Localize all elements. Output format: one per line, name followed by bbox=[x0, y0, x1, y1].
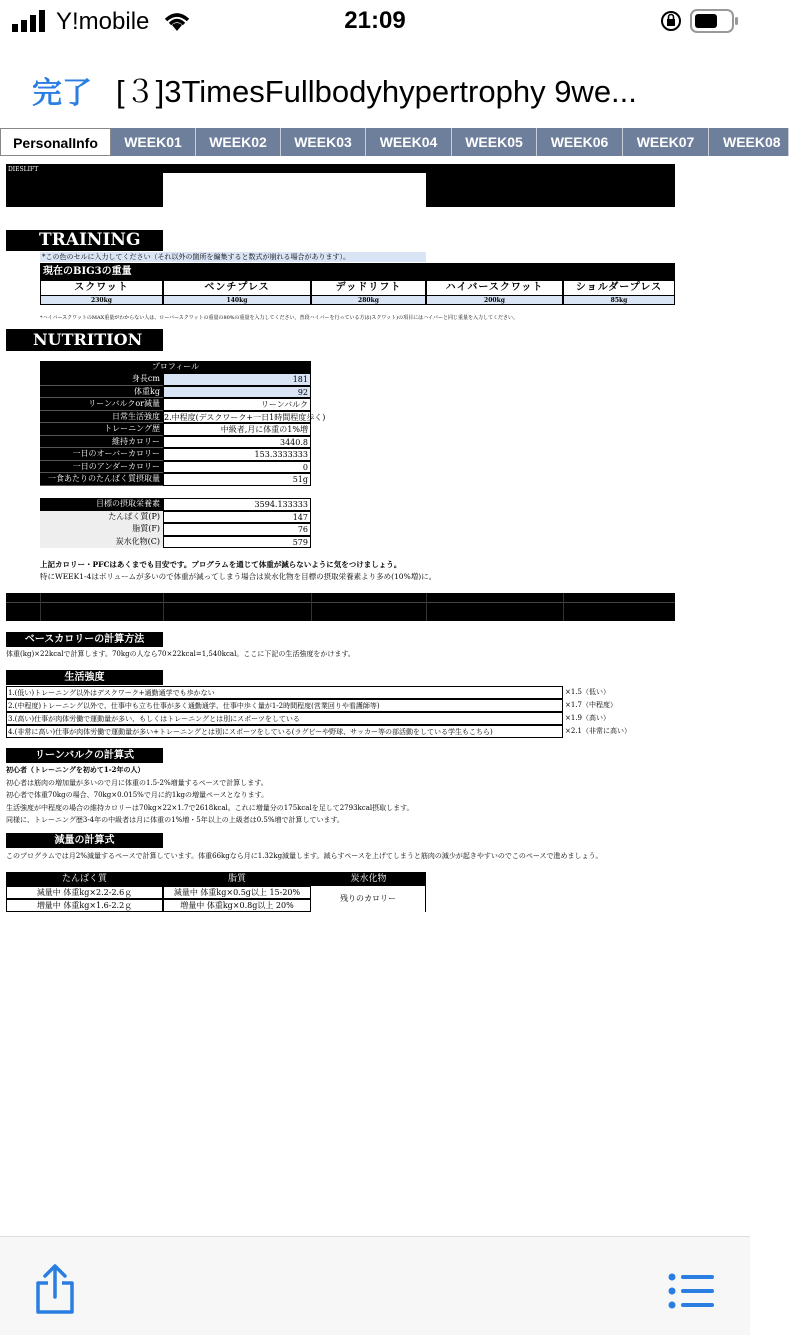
target-value: 3594.133333 bbox=[163, 498, 311, 511]
profile-label: 維持カロリー bbox=[40, 436, 163, 449]
lift-value: 230kg bbox=[40, 296, 163, 305]
base-calorie-heading: ベースカロリーの計算方法 bbox=[6, 632, 163, 647]
lift-value: 85kg bbox=[563, 296, 675, 305]
profile-label: 一食あたりのたんぱく質摂取量 bbox=[40, 473, 163, 486]
base-calorie-text: 体重(kg)×22kcalで計算します。70kgの人なら70×22kcal=1,540kcal。ここに下記の生活強度をかけます。 bbox=[6, 650, 355, 658]
profile-title: プロフィール bbox=[40, 361, 311, 373]
lift-name: ベンチプレス bbox=[163, 280, 311, 296]
profile-value: 3440.8 bbox=[163, 436, 311, 449]
lift-value: 200kg bbox=[426, 296, 563, 305]
profile-value: 2.中程度(デスクワーク+一日1時間程度歩く) bbox=[164, 412, 326, 422]
nutrition-note-2: 特にWEEK1-4はボリュームが多いので体重が減ってしまう場合は炭水化物を目標の摂取栄養素より多め(10%増)に。 bbox=[40, 572, 437, 581]
battery-icon bbox=[690, 8, 740, 34]
training-input-note: *この色のセルに入力してください（それ以外の箇所を編集すると数式が崩れる場合があります）。 bbox=[40, 252, 426, 262]
header-bar bbox=[163, 164, 675, 173]
lean-bulk-line: 初心者（トレーニングを初めて1-2年の人） bbox=[6, 765, 145, 774]
lean-bulk-line: 初心者で体重70kgの場合、70kg×0.015%で月に約1kgの増量ペースとなります。 bbox=[6, 791, 269, 799]
big3-title: 現在のBIG3の重量 bbox=[40, 263, 675, 280]
profile-label: 身長cm bbox=[40, 373, 163, 386]
profile-label: 一日のアンダーカロリー bbox=[40, 461, 163, 474]
profile-value: 153.3333333 bbox=[163, 448, 311, 461]
macro-carb-note: 残りのカロリー bbox=[311, 886, 426, 912]
training-footnote: *ハイバースクワットのMAX重量がわからない人は、ローバースクワットの重量の80%の重量を入力してください。普段ハイバーを行っている方は(スクワット)の項目にはハイバーと同じ重量を入力してください。 bbox=[40, 315, 519, 321]
intensity-row: 4.(非常に高い)仕事が肉体労働で運動量が多い+トレーニングとは別にスポーツをしている(ラグビーや野球、サッカー等の部活動をしている学生もこちら) bbox=[6, 725, 563, 738]
macro-cell: 減量中 体重kg×2.2-2.6ｇ bbox=[6, 886, 163, 899]
header-logo-block bbox=[6, 164, 163, 207]
tab-week07[interactable]: WEEK07 bbox=[623, 128, 709, 156]
tab-week03[interactable]: WEEK03 bbox=[281, 128, 366, 156]
macro-header-fat: 脂質 bbox=[163, 872, 311, 886]
share-icon[interactable] bbox=[34, 1263, 76, 1315]
lift-name: デッドリフト bbox=[311, 280, 426, 296]
nutrition-note-1: 上記カロリー・PFCはあくまでも目安です。プログラムを通じて体重が減らないように気をつけましょう。 bbox=[40, 560, 402, 569]
tab-week02[interactable]: WEEK02 bbox=[196, 128, 281, 156]
clock: 21:09 bbox=[344, 7, 406, 34]
document-title: [３]3TimesFullbodyhypertrophy 9we... bbox=[116, 74, 637, 109]
tab-week06[interactable]: WEEK06 bbox=[537, 128, 623, 156]
status-bar bbox=[0, 0, 750, 44]
header-right-block bbox=[426, 173, 675, 207]
profile-value: リーンバルク bbox=[163, 398, 311, 411]
intensity-row: 3.(高い)仕事が肉体労働で運動量が多い、もしくはトレーニングとは別にスポーツをしている bbox=[6, 712, 563, 725]
lift-name: スクワット bbox=[40, 280, 163, 296]
carrier-label: Y!mobile bbox=[56, 8, 150, 35]
intensity-factor: ×2.1（非常に高い） bbox=[565, 727, 631, 735]
target-value: 76 bbox=[163, 523, 311, 536]
lift-value: 140kg bbox=[163, 296, 311, 305]
profile-label: 体重kg bbox=[40, 386, 163, 399]
profile-value: 51g bbox=[163, 473, 311, 486]
lean-bulk-line: 同様に、トレーニング歴3-4年の中級者は月に体重の1%増・5年以上の上級者は0.5%増で計算しています。 bbox=[6, 816, 344, 824]
tab-week01[interactable]: WEEK01 bbox=[111, 128, 196, 156]
macro-cell: 増量中 体重kg×0.8g以上 20% bbox=[163, 899, 311, 912]
training-heading: TRAINING bbox=[6, 230, 163, 251]
profile-label: トレーニング歴 bbox=[40, 423, 163, 436]
macro-header-carb: 炭水化物 bbox=[311, 872, 426, 886]
profile-label: リーンバルクor減量 bbox=[40, 398, 163, 411]
target-label: 脂質(F) bbox=[40, 523, 163, 536]
macro-cell: 減量中 体重kg×0.5g以上 15-20% bbox=[163, 886, 311, 899]
separator-block bbox=[6, 593, 675, 621]
cut-text: このプログラムでは月2%減量するペースで計算しています。体重66kgなら月に1.32kg減量します。減らすペースを上げてしまうと筋肉の減少が起きやすいのでこのペースで進めましょう。 bbox=[6, 852, 603, 860]
tab-personalinfo[interactable]: PersonalInfo bbox=[0, 128, 111, 156]
macro-header-protein: たんぱく質 bbox=[6, 872, 163, 886]
intensity-heading: 生活強度 bbox=[6, 670, 163, 685]
intensity-factor: ×1.5（低い） bbox=[565, 688, 610, 696]
target-value: 579 bbox=[163, 536, 311, 549]
lean-bulk-line: 生活強度が中程度の場合の維持カロリーは70kg×22×1.7で2618kcal。これに増量分の175kcalを足して2793kcal摂取します。 bbox=[6, 803, 414, 812]
intensity-row: 2.(中程度)トレーニング以外で、仕事中も立ち仕事が多く通勤通学、仕事中歩く量が1-2時間程度(営業回りや看護師等) bbox=[6, 699, 563, 712]
profile-value: 92 bbox=[163, 386, 311, 399]
target-label: 目標の摂取栄養素 bbox=[40, 498, 163, 511]
list-icon[interactable] bbox=[668, 1273, 716, 1309]
profile-value: 0 bbox=[163, 461, 311, 474]
macro-cell: 増量中 体重kg×1.6-2.2ｇ bbox=[6, 899, 163, 912]
lift-name: ショルダープレス bbox=[563, 280, 675, 296]
target-label: 炭水化物(C) bbox=[40, 536, 163, 549]
bottom-toolbar bbox=[0, 1236, 750, 1335]
tab-week04[interactable]: WEEK04 bbox=[366, 128, 452, 156]
nutrition-heading: NUTRITION bbox=[6, 329, 163, 351]
profile-label: 日常生活強度 bbox=[40, 411, 163, 424]
intensity-factor: ×1.9（高い） bbox=[565, 714, 610, 722]
lift-value: 280kg bbox=[311, 296, 426, 305]
intensity-row: 1.(低い)トレーニング以外はデスクワーク+通勤通学でも歩かない bbox=[6, 686, 563, 699]
orientation-lock-icon bbox=[660, 10, 682, 32]
done-button[interactable]: 完了 bbox=[32, 76, 92, 111]
lift-name: ハイバースクワット bbox=[426, 280, 563, 296]
tab-week08[interactable]: WEEK08 bbox=[709, 128, 789, 156]
profile-value: 181 bbox=[163, 373, 311, 386]
sheet-tabs bbox=[0, 128, 781, 156]
tab-week05[interactable]: WEEK05 bbox=[452, 128, 537, 156]
intensity-factor: ×1.7（中程度） bbox=[565, 701, 617, 709]
cut-heading: 減量の計算式 bbox=[6, 833, 163, 848]
lean-bulk-line: 初心者は筋肉の増加量が多いので月に体重の1.5-2%増量するペースで計算します。 bbox=[6, 778, 268, 787]
logo: DIESLIFT bbox=[8, 166, 39, 173]
target-value: 147 bbox=[163, 511, 311, 524]
target-label: たんぱく質(P) bbox=[40, 511, 163, 524]
lean-bulk-heading: リーンバルクの計算式 bbox=[6, 748, 163, 763]
profile-value: 中級者,月に体重の1%増 bbox=[163, 423, 311, 436]
profile-label: 一日のオーバーカロリー bbox=[40, 448, 163, 461]
